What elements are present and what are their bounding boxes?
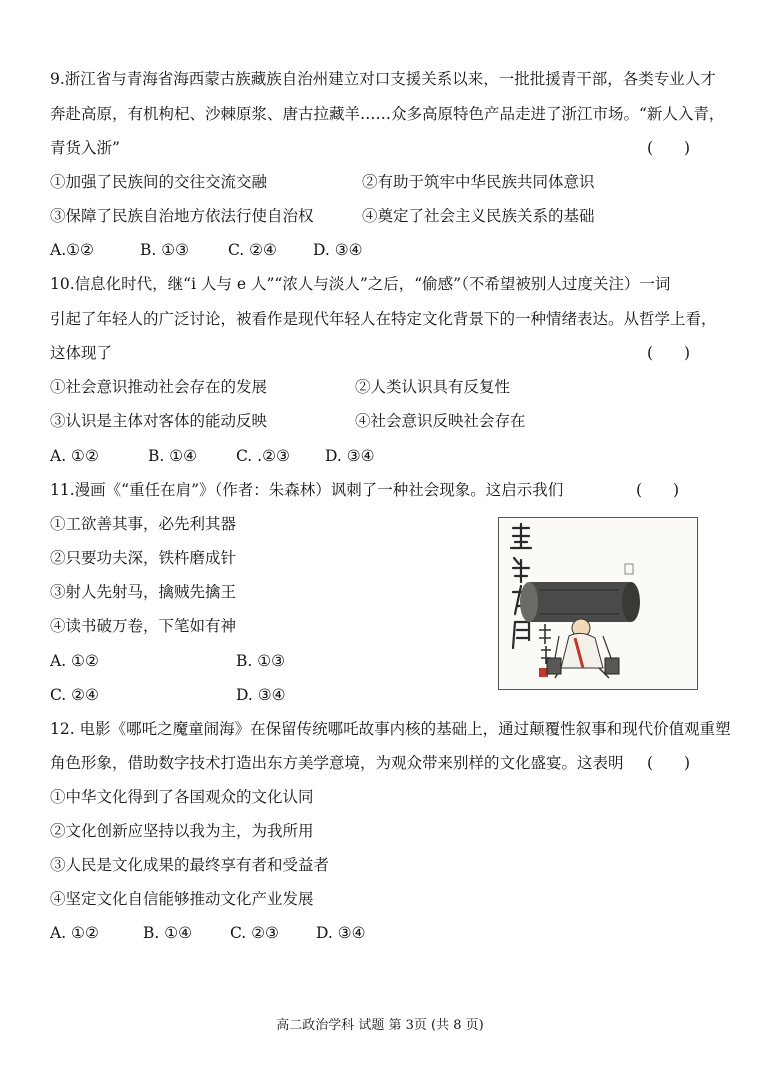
q12-answer-paren: ( )	[647, 754, 691, 772]
q11-choice-c[interactable]: C. ②④	[50, 686, 99, 704]
q10-stem-line-3: 这体现了	[50, 344, 113, 362]
q11-item-4: ④读书破万卷，下笔如有神	[50, 617, 237, 635]
q9-stem-line-3: 青货入浙”	[50, 139, 120, 157]
cartoon-image	[498, 517, 698, 690]
cartoon-drawing	[499, 518, 697, 689]
q10-item-2: ②人类认识具有反复性	[355, 378, 511, 396]
q11-choice-b[interactable]: B. ①③	[236, 652, 286, 670]
q12-stem-line-2: 角色形象，借助数字技术打造出东方美学意境，为观众带来别样的文化盛宴。这表明	[50, 754, 624, 772]
q10-choice-c[interactable]: C. .②③	[236, 447, 290, 465]
q12-stem-line-1: 12. 电影《哪吒之魔童闹海》在保留传统哪吒故事内核的基础上，通过颠覆性叙事和现代价值观重塑	[50, 720, 731, 738]
q9-choice-b[interactable]: B. ①③	[140, 241, 190, 259]
q12-item-4: ④坚定文化自信能够推动文化产业发展	[50, 890, 314, 908]
q9-item-4: ④奠定了社会主义民族关系的基础	[362, 207, 595, 225]
q10-choice-a[interactable]: A. ①②	[50, 447, 99, 465]
page-footer: 高二政治学科 试题 第 3页 (共 8 页)	[276, 1018, 484, 1033]
q9-answer-paren: ( )	[647, 139, 691, 157]
cartoon-figure	[547, 619, 619, 678]
q11-stem: 11.漫画《“重任在肩”》（作者：朱森林）讽刺了一种社会现象。这启示我们	[50, 481, 564, 499]
q9-stem-line-1: 9.浙江省与青海省海西蒙古族藏族自治州建立对口支援关系以来，一批批援青干部，各类专业人才	[50, 70, 716, 88]
q10-item-1: ①社会意识推动社会存在的发展	[50, 378, 268, 396]
q12-item-3: ③人民是文化成果的最终享有者和受益者	[50, 856, 330, 874]
q10-item-3: ③认识是主体对客体的能动反映	[50, 412, 268, 430]
q9-choice-c[interactable]: C. ②④	[228, 241, 277, 259]
q10-answer-paren: ( )	[647, 344, 691, 362]
q10-item-4: ④社会意识反映社会存在	[355, 412, 526, 430]
q11-choice-d[interactable]: D. ③④	[236, 686, 286, 704]
q11-item-3: ③射人先射马，擒贼先擒王	[50, 583, 237, 601]
q9-item-1: ①加强了民族间的交往交流交融	[50, 173, 268, 191]
q10-choice-d[interactable]: D. ③④	[325, 447, 375, 465]
q11-answer-paren: ( )	[636, 481, 680, 499]
q12-choice-b[interactable]: B. ①④	[143, 924, 193, 942]
q12-item-1: ①中华文化得到了各国观众的文化认同	[50, 788, 314, 806]
q9-choice-a[interactable]: A.①②	[50, 241, 94, 259]
corner-stamp	[625, 564, 633, 574]
q9-item-2: ②有助于筑牢中华民族共同体意识	[362, 173, 595, 191]
q9-item-3: ③保障了民族自治地方依法行使自治权	[50, 207, 314, 225]
q11-item-2: ②只要功夫深，铁杵磨成针	[50, 549, 237, 567]
q12-choice-d[interactable]: D. ③④	[316, 924, 366, 942]
q12-choice-a[interactable]: A. ①②	[50, 924, 99, 942]
q12-choice-c[interactable]: C. ②③	[230, 924, 279, 942]
q12-item-2: ②文化创新应坚持以我为主，为我所用	[50, 822, 314, 840]
q10-choice-b[interactable]: B. ①④	[148, 447, 198, 465]
q9-stem-line-2: 奔赴高原，有机枸杞、沙棘原浆、唐古拉藏羊……众多高原特色产品走进了浙江市场。“新人入青，	[50, 105, 725, 123]
q9-choice-d[interactable]: D. ③④	[313, 241, 363, 259]
log-on-shoulders	[520, 582, 640, 622]
q11-choice-a[interactable]: A. ①②	[50, 652, 99, 670]
q11-item-1: ①工欲善其事，必先利其器	[50, 515, 237, 533]
q10-stem-line-2: 引起了年轻人的广泛讨论，被看作是现代年轻人在特定文化背景下的一种情绪表达。从哲学上看，	[50, 310, 717, 328]
q10-stem-line-1: 10.信息化时代，继“i 人与 e 人”“浓人与淡人”之后，“偷感”（不希望被别人过度关注）一词	[50, 275, 671, 293]
